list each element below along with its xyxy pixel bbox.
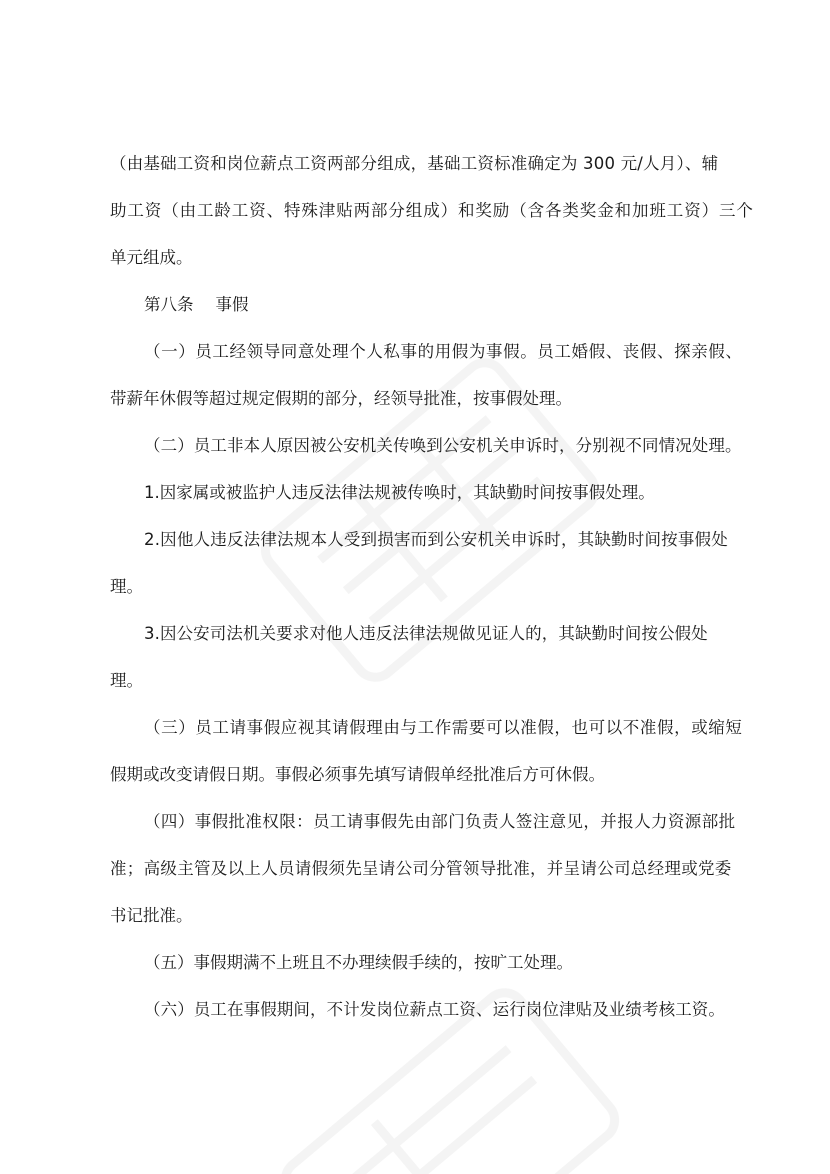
paragraph-line: （四）事假批准权限：员工请事假先由部门负责人签注意见，并报人力资源部批 (144, 812, 736, 831)
paragraph-line: 准；高级主管及以上人员请假须先呈请公司分管领导批准，并呈请公司总经理或党委 (110, 859, 732, 878)
list-item-line: 2.因他人违反法律法规本人受到损害而到公安机关申诉时，其缺勤时间按事假处 (144, 530, 728, 549)
list-item-line: 理。 (110, 577, 143, 596)
article-heading (144, 293, 249, 317)
list-item-line: 理。 (110, 671, 143, 690)
paragraph-line: 单元组成。 (110, 248, 193, 267)
paragraph-line: 带薪年休假等超过规定假期的部分，经领导批准，按事假处理。 (110, 389, 572, 408)
paragraph-line: 假期或改变请假日期。事假必须事先填写请假单经批准后方可休假。 (110, 765, 605, 784)
paragraph-line: （五）事假期满不上班且不办理续假手续的，按旷工处理。 (144, 953, 573, 972)
paragraph-line: （一）员工经领导同意处理个人私事的用假为事假。员工婚假、丧假、探亲假、 (144, 342, 743, 361)
list-item-line: 1.因家属或被监护人违反法律法规被传唤时，其缺勤时间按事假处理。 (144, 483, 655, 502)
list-item-line: 3.因公安司法机关要求对他人违反法律法规做见证人的，其缺勤时间按公假处 (144, 624, 708, 643)
article-title: 事假 (215, 295, 249, 314)
paragraph-line: （六）员工在事假期间，不计发岗位薪点工资、运行岗位津贴及业绩考核工资。 (144, 1000, 725, 1019)
paragraph-line: （三）员工请事假应视其请假理由与工作需要可以准假，也可以不准假，或缩短 (144, 718, 743, 737)
paragraph-line: （由基础工资和岗位薪点工资两部分组成，基础工资标准确定为 300 元/人月）、辅 (110, 154, 719, 173)
article-number: 第八条 (144, 295, 194, 314)
paragraph-line: 书记批准。 (110, 906, 193, 925)
paragraph-line: 助工资（由工龄工资、特殊津贴两部分组成）和奖励（含各类奖金和加班工资）三个 (110, 201, 754, 220)
paragraph-line: （二）员工非本人原因被公安机关传唤到公安机关申诉时，分别视不同情况处理。 (144, 436, 742, 455)
